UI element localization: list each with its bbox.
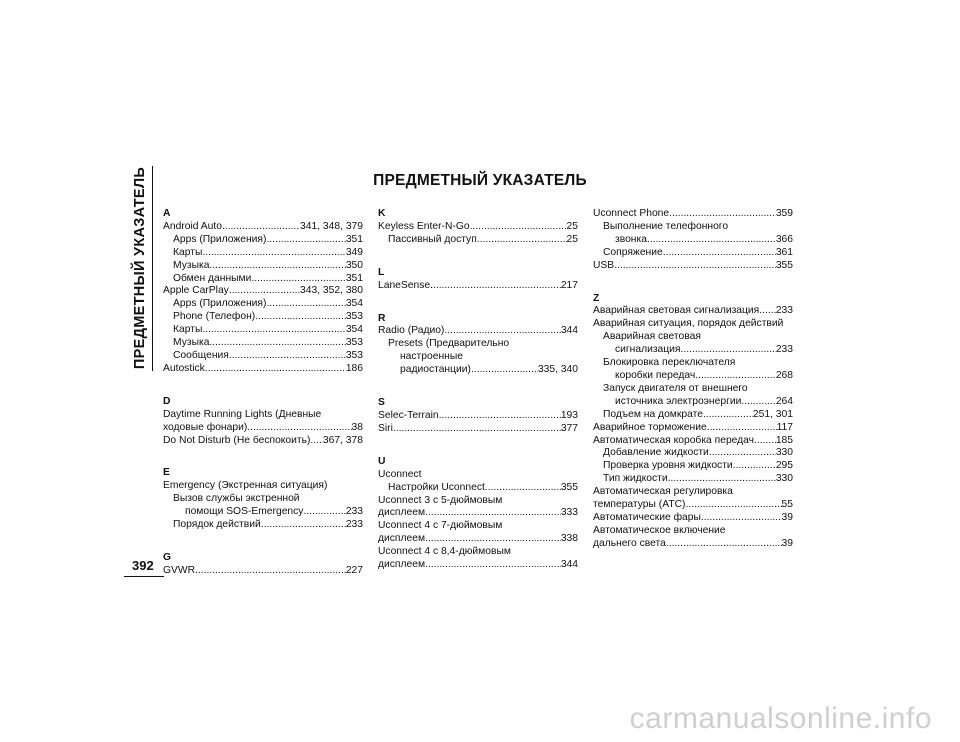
index-entry	[378, 533, 578, 546]
index-entry	[163, 519, 363, 532]
index-entry	[163, 435, 363, 448]
index-entry-text: Keyless Enter-N-Go	[378, 220, 470, 232]
index-entry	[593, 486, 793, 499]
index-entry	[593, 499, 793, 512]
index-entry-text: температуры (ATC)	[593, 499, 686, 511]
index-entry-text: Apps (Приложения)	[173, 233, 267, 245]
index-letter-heading: A	[163, 208, 171, 219]
index-entry	[378, 351, 578, 364]
index-entry-text: Вызов службы экстренной	[173, 493, 300, 505]
index-entry-text: источника электроэнергии	[615, 395, 742, 407]
index-entry-text: дисплеем	[378, 533, 426, 545]
index-entry	[163, 247, 363, 260]
index-entry-text: Сообщения	[173, 349, 229, 361]
index-entry	[593, 318, 793, 331]
index-entry-text: Обмен данными	[173, 272, 252, 284]
footer-divider	[124, 576, 164, 577]
index-entry	[163, 363, 363, 376]
index-entry	[593, 473, 793, 486]
index-entry-text: Do Not Disturb (Не беспокоить)	[163, 434, 311, 446]
index-entry-text: помощи SOS-Emergency	[185, 506, 304, 518]
index-entry	[163, 493, 363, 506]
index-column-2	[378, 208, 578, 572]
leader-dots	[444, 325, 560, 338]
index-entry-text: Аварийная ситуация, порядок действий	[593, 318, 784, 330]
leader-dots	[205, 363, 346, 376]
index-entry	[593, 383, 793, 396]
index-entry-page: 353	[345, 311, 363, 323]
index-entry	[593, 512, 793, 525]
index-entry-text: Uconnect 4 с 7-дюймовым	[378, 520, 503, 532]
index-letter-heading: S	[378, 397, 385, 409]
index-entry-text: Аварийное торможение	[593, 421, 707, 433]
index-entry-text: Подъем на домкрате	[603, 408, 703, 420]
index-entry-text: Phone (Телефон)	[173, 311, 256, 323]
index-entry	[593, 435, 793, 448]
index-entry-page: 233	[775, 344, 793, 356]
side-tab	[128, 166, 152, 370]
index-entry-page: 251, 301	[752, 408, 793, 420]
index-entry-page: 227	[345, 564, 363, 576]
index-entry	[593, 422, 793, 435]
index-entry	[378, 221, 578, 234]
index-entry	[593, 305, 793, 318]
leader-dots	[685, 499, 781, 512]
index-entry	[163, 234, 363, 247]
leader-dots	[439, 410, 561, 423]
index-entry-page: 39	[781, 511, 793, 523]
index-entry	[593, 357, 793, 370]
leader-dots	[668, 473, 776, 486]
index-entry	[378, 546, 578, 559]
index-entry	[163, 350, 363, 363]
index-letter-heading: E	[163, 467, 170, 479]
index-letter-heading: U	[378, 455, 386, 467]
index-entry-text: Аварийная световая сигнализация	[593, 305, 760, 317]
index-entry	[593, 396, 793, 409]
leader-dots	[303, 506, 345, 519]
index-entry	[163, 480, 363, 493]
index-entry-text: Автоматические фары	[593, 511, 701, 523]
index-entry	[163, 422, 363, 435]
index-entry-page: 295	[775, 460, 793, 472]
leader-dots	[425, 507, 561, 520]
leader-dots	[663, 247, 776, 260]
leader-dots	[754, 435, 776, 448]
index-letter-heading: L	[378, 266, 385, 278]
leader-dots	[202, 247, 345, 260]
index-entry-text: Проверка уровня жидкости	[603, 460, 733, 472]
index-entry-page: 25	[566, 220, 578, 232]
index-entry-text: Siri	[378, 422, 393, 434]
index-entry	[378, 410, 578, 423]
index-entry-text: дисплеем	[378, 559, 426, 571]
index-entry-page: 343, 352, 380	[300, 285, 363, 297]
index-entry	[163, 260, 363, 273]
index-entry-text: настроенные	[400, 351, 463, 363]
index-entry-text: Daytime Running Lights (Дневные	[163, 408, 322, 420]
index-entry-text: Selec-Terrain	[378, 409, 439, 421]
index-entry	[593, 247, 793, 260]
index-entry	[163, 285, 363, 298]
index-entry-text: Uconnect Phone	[593, 208, 670, 219]
index-entry-text: ходовые фонари)	[163, 421, 248, 433]
leader-dots	[647, 234, 776, 247]
index-entry	[163, 298, 363, 311]
index-entry	[163, 409, 363, 422]
index-entry	[593, 260, 793, 273]
index-entry-page: 268	[775, 369, 793, 381]
index-entry-text: Добавление жидкости	[603, 447, 709, 459]
index-entry-page: 344	[560, 559, 578, 571]
index-entry-page: 355	[560, 481, 578, 493]
index-entry-page: 353	[345, 337, 363, 349]
index-letter-heading: G	[163, 551, 172, 563]
index-entry-page: 25	[566, 233, 578, 245]
index-entry-page: 264	[775, 395, 793, 407]
index-entry-page: 351	[345, 233, 363, 245]
index-entry	[593, 525, 793, 538]
index-entry	[593, 221, 793, 234]
index-entry-page: 338	[560, 533, 578, 545]
index-entry-page: 335, 340	[537, 364, 578, 376]
leader-dots	[470, 221, 567, 234]
index-entry-text: Автоматическая коробка передач	[593, 434, 755, 446]
index-entry-page: 117	[776, 421, 793, 433]
index-entry-page: 55	[781, 499, 793, 511]
index-entry-text: Uconnect 3 с 5-дюймовым	[378, 494, 503, 506]
leader-dots	[202, 324, 345, 337]
leader-dots	[695, 370, 776, 383]
leader-dots	[247, 422, 351, 435]
index-entry-page: 377	[560, 422, 578, 434]
leader-dots	[707, 422, 777, 435]
index-entry-text: звонка	[615, 233, 647, 245]
index-entry-text: Автоматическая регулировка	[593, 486, 733, 498]
index-entry-text: Radio (Радио)	[378, 325, 445, 337]
index-entry	[593, 208, 793, 221]
leader-dots	[701, 512, 782, 525]
index-entry-text: Uconnect 4 с 8,4-дюймовым	[378, 546, 511, 558]
page-title: ПРЕДМЕТНЫЙ УКАЗАТЕЛЬ	[373, 172, 587, 189]
leader-dots	[222, 221, 300, 234]
index-entry-page: 366	[775, 233, 793, 245]
index-entry-text: Порядок действий	[173, 519, 261, 531]
index-column-1	[163, 208, 363, 578]
watermark: carmanualsonline.info	[629, 702, 932, 735]
index-entry-text: USB	[593, 259, 615, 271]
index-entry	[593, 409, 793, 422]
index-entry	[378, 559, 578, 572]
leader-dots	[477, 234, 567, 247]
leader-dots	[255, 311, 346, 324]
leader-dots	[430, 280, 561, 293]
leader-dots	[425, 559, 561, 572]
index-entry	[163, 337, 363, 350]
index-entry-text: Apps (Приложения)	[173, 298, 267, 310]
index-entry	[163, 311, 363, 324]
index-entry	[378, 325, 578, 338]
leader-dots	[759, 305, 776, 318]
index-entry-page: 233	[775, 305, 793, 317]
index-entry-text: LaneSense	[378, 279, 431, 291]
index-entry	[593, 234, 793, 247]
index-entry-text: сигнализация	[615, 344, 681, 356]
index-entry-page: 193	[560, 409, 578, 421]
index-entry	[163, 565, 363, 578]
leader-dots	[229, 350, 346, 363]
index-entry	[378, 482, 578, 495]
index-entry	[163, 221, 363, 234]
index-entry-text: Аварийная световая	[603, 331, 701, 343]
leader-dots	[666, 538, 782, 551]
leader-dots	[229, 285, 300, 298]
index-entry-page: 353	[345, 349, 363, 361]
index-entry-page: 185	[775, 434, 793, 446]
index-entry-text: коробки передач	[615, 369, 696, 381]
index-entry-text: Тип жидкости	[603, 473, 668, 485]
index-entry	[593, 460, 793, 473]
leader-dots	[703, 409, 753, 422]
index-entry-text: Autostick	[163, 362, 205, 374]
index-entry	[378, 338, 578, 351]
index-entry	[593, 370, 793, 383]
leader-dots	[733, 460, 776, 473]
index-entry	[593, 447, 793, 460]
index-entry-text: Emergency (Экстренная ситуация)	[163, 480, 328, 492]
index-entry-text: Карты	[173, 246, 203, 258]
index-entry	[378, 507, 578, 520]
index-entry	[378, 520, 578, 533]
leader-dots	[209, 260, 345, 273]
index-entry-page: 355	[775, 259, 793, 271]
index-entry-page: 39	[781, 537, 793, 549]
index-entry-text: Настройки Uconnect	[388, 481, 485, 493]
index-entry-text: Presets (Предварительно	[388, 338, 510, 350]
index-column-3	[593, 208, 793, 551]
index-entry-text: Uconnect	[378, 468, 422, 480]
index-entry-text: дисплеем	[378, 507, 426, 519]
index-letter-heading: D	[163, 395, 171, 407]
leader-dots	[261, 519, 346, 532]
side-tab-label: ПРЕДМЕТНЫЙ УКАЗАТЕЛЬ	[132, 166, 148, 370]
index-entry-text: дальнего света	[593, 537, 666, 549]
index-entry-text: Пассивный доступ	[388, 233, 477, 245]
leader-dots	[209, 337, 345, 350]
index-entry-page: 361	[775, 246, 793, 258]
index-entry-page: 217	[560, 279, 578, 291]
leader-dots	[485, 482, 561, 495]
index-entry-page: 350	[345, 259, 363, 271]
index-entry-page: 330	[775, 473, 793, 485]
index-entry-page: 341, 348, 379	[300, 220, 363, 232]
leader-dots	[266, 234, 345, 247]
leader-dots	[709, 447, 776, 460]
index-entry-page: 367, 378	[322, 434, 363, 446]
index-entry-text: Android Auto	[163, 220, 222, 232]
index-entry-page: 186	[345, 362, 363, 374]
index-entry-page: 354	[345, 324, 363, 336]
index-entry	[593, 331, 793, 344]
leader-dots	[425, 533, 561, 546]
index-entry-text: Музыка	[173, 337, 210, 349]
leader-dots	[741, 396, 775, 409]
index-entry-text: Автоматическое включение	[593, 524, 726, 536]
index-entry-page: 344	[560, 325, 578, 337]
index-entry-text: Блокировка переключателя	[603, 357, 736, 369]
index-entry	[378, 364, 578, 377]
leader-dots	[393, 423, 561, 436]
index-entry-text: Apple CarPlay	[163, 285, 229, 297]
index-entry	[378, 234, 578, 247]
index-entry-text: радиостанции)	[400, 364, 471, 376]
index-entry-text: Запуск двигателя от внешнего	[603, 382, 748, 394]
index-entry	[593, 344, 793, 357]
leader-dots	[669, 208, 776, 221]
leader-dots	[471, 364, 538, 377]
index-entry-text: Выполнение телефонного	[603, 220, 729, 232]
index-entry	[378, 469, 578, 482]
index-entry	[378, 423, 578, 436]
index-entry	[163, 324, 363, 337]
index-entry-page: 333	[560, 507, 578, 519]
index-entry-page: 351	[345, 272, 363, 284]
page-number: 392	[132, 558, 154, 573]
index-entry-text: Карты	[173, 324, 203, 336]
index-letter-heading: R	[378, 312, 386, 324]
index-entry-page: 354	[345, 298, 363, 310]
index-entry	[163, 273, 363, 286]
index-letter-heading: K	[378, 208, 386, 219]
index-entry-page: 359	[775, 208, 793, 219]
index-entry-page: 349	[345, 246, 363, 258]
leader-dots	[310, 435, 323, 448]
index-letter-heading: Z	[593, 292, 600, 304]
leader-dots	[195, 565, 346, 578]
leader-dots	[614, 260, 776, 273]
leader-dots	[251, 273, 345, 286]
index-entry-page: 233	[345, 519, 363, 531]
side-divider	[152, 166, 153, 371]
leader-dots	[681, 344, 776, 357]
index-entry	[593, 538, 793, 551]
index-entry-page: 233	[345, 506, 363, 518]
index-entry-page: 38	[351, 421, 363, 433]
index-entry	[378, 280, 578, 293]
index-entry	[163, 506, 363, 519]
index-entry-text: GVWR	[163, 564, 196, 576]
leader-dots	[266, 298, 345, 311]
index-entry-text: Сопряжение	[603, 246, 663, 258]
index-entry	[378, 495, 578, 508]
index-entry-page: 330	[775, 447, 793, 459]
index-entry-text: Музыка	[173, 259, 210, 271]
